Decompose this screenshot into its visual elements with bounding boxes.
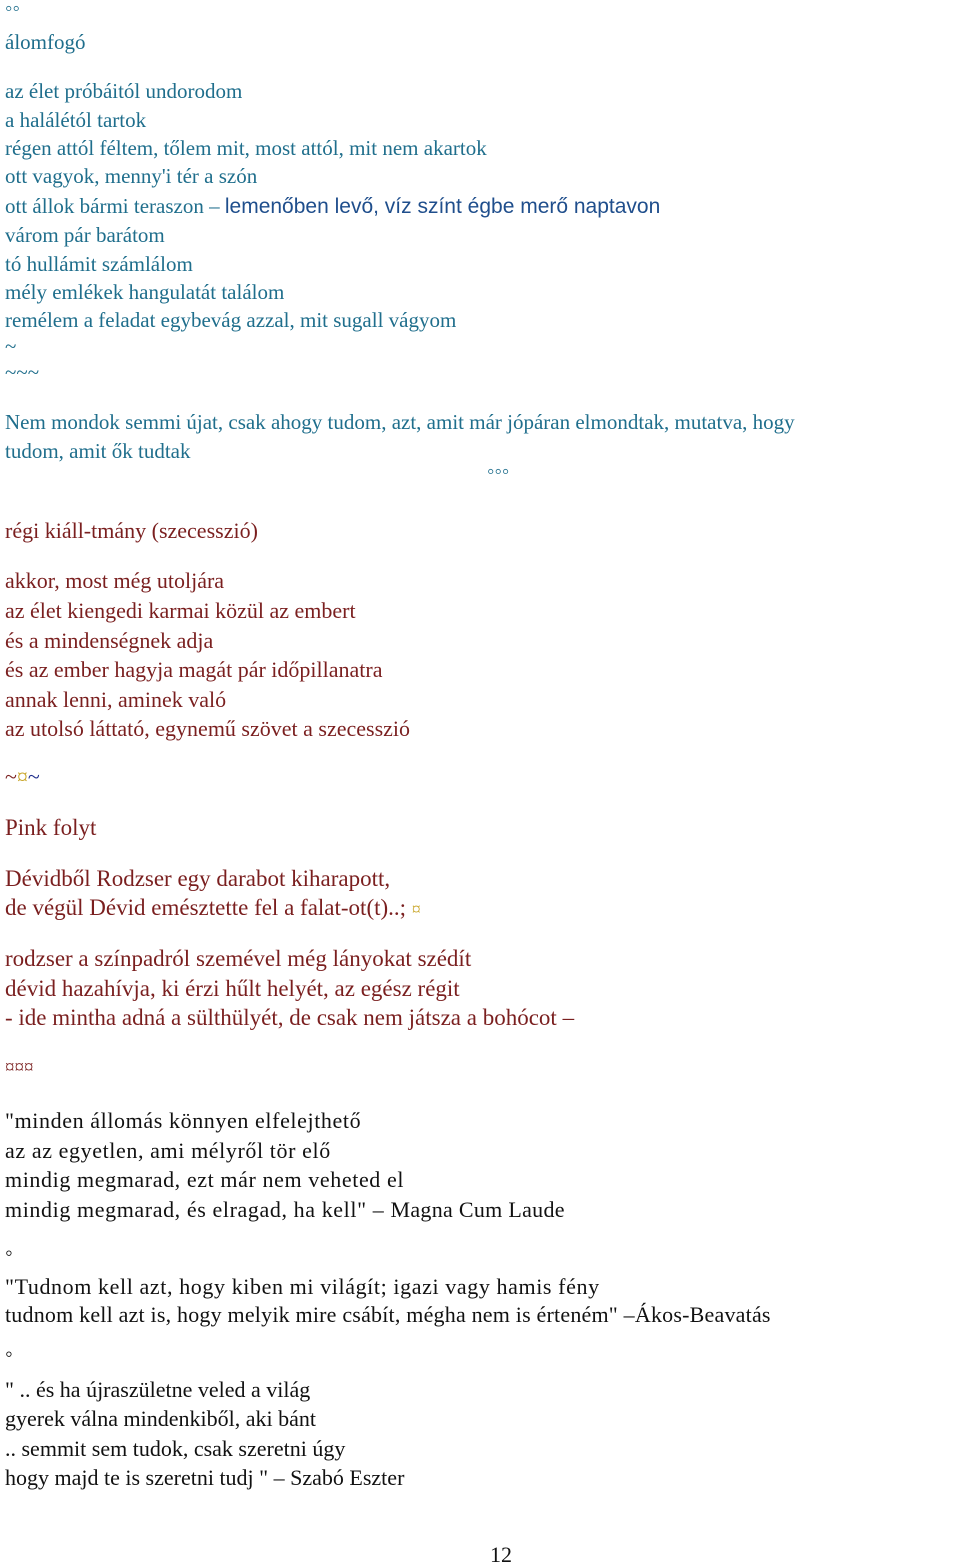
prose-line: tudom, amit ők tudtak [5, 439, 191, 463]
poem-line: a halálétól tartok [5, 108, 147, 132]
quote-attribution: Ákos-Beavatás [634, 1302, 771, 1327]
page-number: 12 [490, 1542, 512, 1567]
quote-line: " .. és ha újraszületne veled a világ [5, 1377, 311, 1402]
quote-line-part: tudnom kell azt is, hogy melyik mire csábít, mégha nem is érteném" – [5, 1302, 635, 1327]
poem-line: remélem a feladat egybevág azzal, mit sugall vágyom [5, 308, 457, 332]
quote-line-part: hogy majd te is szeretni tudj " – [5, 1465, 291, 1490]
poem-line: az élet próbáitól undorodom [5, 79, 243, 103]
ornament-mark: ◦◦◦ [487, 459, 510, 483]
quote-line: .. semmit sem tudok, csak szeretni úgy [5, 1436, 346, 1461]
poem-line: mély emlékek hangulatát találom [5, 280, 285, 304]
poem-title-pink-folyt: Pink folyt [5, 815, 97, 840]
currency-mark: ¤ [411, 899, 421, 919]
bullet-mark: ◦ [5, 1341, 13, 1366]
quote-line-attribution [5, 1199, 565, 1221]
poem-line: dévid hazahívja, ki érzi hűlt helyét, az egész régit [5, 976, 460, 1001]
tilde-separator: ~~~ [5, 360, 40, 384]
tilde-separator: ~ [5, 334, 17, 358]
poem-line: ott vagyok, menny'i tér a szón [5, 164, 258, 188]
currency-mark: ¤ [16, 764, 28, 789]
quote-line: "minden állomás könnyen elfelejthető [5, 1108, 362, 1133]
poem-title-szecesszio: régi kiáll-tmány (szecesszió) [5, 518, 258, 543]
quote-line: gyerek válna mindenkiből, aki bánt [5, 1406, 316, 1431]
poem-line: az utolsó láttató, egynemű szövet a szecesszió [5, 716, 411, 741]
bullet-mark: ◦ [5, 1240, 13, 1265]
poem-line: rodzser a színpadról szemével még lányokat szédít [5, 946, 472, 971]
quote-line-attribution [5, 1304, 771, 1326]
poem-line-with-mark [5, 896, 421, 919]
poem-line-part: ott állok bármi teraszon – [5, 194, 225, 218]
prose-line: Nem mondok semmi újat, csak ahogy tudom, azt, amit már jópáran elmondtak, mutatva, hogy [5, 410, 795, 434]
poem-line: Dévidből Rodzser egy darabot kiharapott, [5, 866, 391, 891]
poem-line-part: de végül Dévid emésztette fel a falat-ot(t)..; [5, 895, 412, 920]
ornament-separator: ¤¤¤ [5, 1057, 34, 1078]
poem-line: és a mindenségnek adja [5, 628, 214, 653]
poem-line: tó hullámit számlálom [5, 252, 193, 276]
poem-line-mixed [5, 196, 660, 217]
tilde-mark: ~ [5, 764, 17, 789]
ornament-separator [5, 766, 40, 788]
quote-line: mindig megmarad, ezt már nem veheted el [5, 1167, 405, 1192]
tilde-mark: ~ [27, 764, 40, 789]
quote-line-part: mindig megmarad, és elragad, ha kell" – [5, 1197, 391, 1222]
poem-line: régen attól féltem, tőlem mit, most attól, mit nem akartok [5, 136, 487, 160]
poem-line: és az ember hagyja magát pár időpillanatra [5, 657, 383, 682]
quote-attribution: Magna Cum Laude [390, 1197, 565, 1222]
poem-line: az élet kiengedi karmai közül az embert [5, 598, 356, 623]
quote-line: az az egyetlen, ami mélyről tör elő [5, 1138, 331, 1163]
quote-attribution: Szabó Eszter [290, 1465, 405, 1490]
poem-line: - ide mintha adná a sülthülyét, de csak nem játsza a bohócot – [5, 1005, 575, 1030]
quote-line: "Tudnom kell azt, hogy kiben mi világít; igazi vagy hamis fény [5, 1274, 600, 1299]
ornament-mark: ◦◦ [5, 0, 20, 20]
poem-title-alomfogo: álomfogó [5, 30, 86, 54]
poem-line: várom pár barátom [5, 223, 165, 247]
quote-line-attribution [5, 1467, 404, 1489]
poem-line-part-sans: lemenőben levő, víz színt égbe merő naptavon [224, 195, 661, 218]
poem-line: annak lenni, aminek való [5, 687, 227, 712]
poem-line: akkor, most még utoljára [5, 568, 225, 593]
